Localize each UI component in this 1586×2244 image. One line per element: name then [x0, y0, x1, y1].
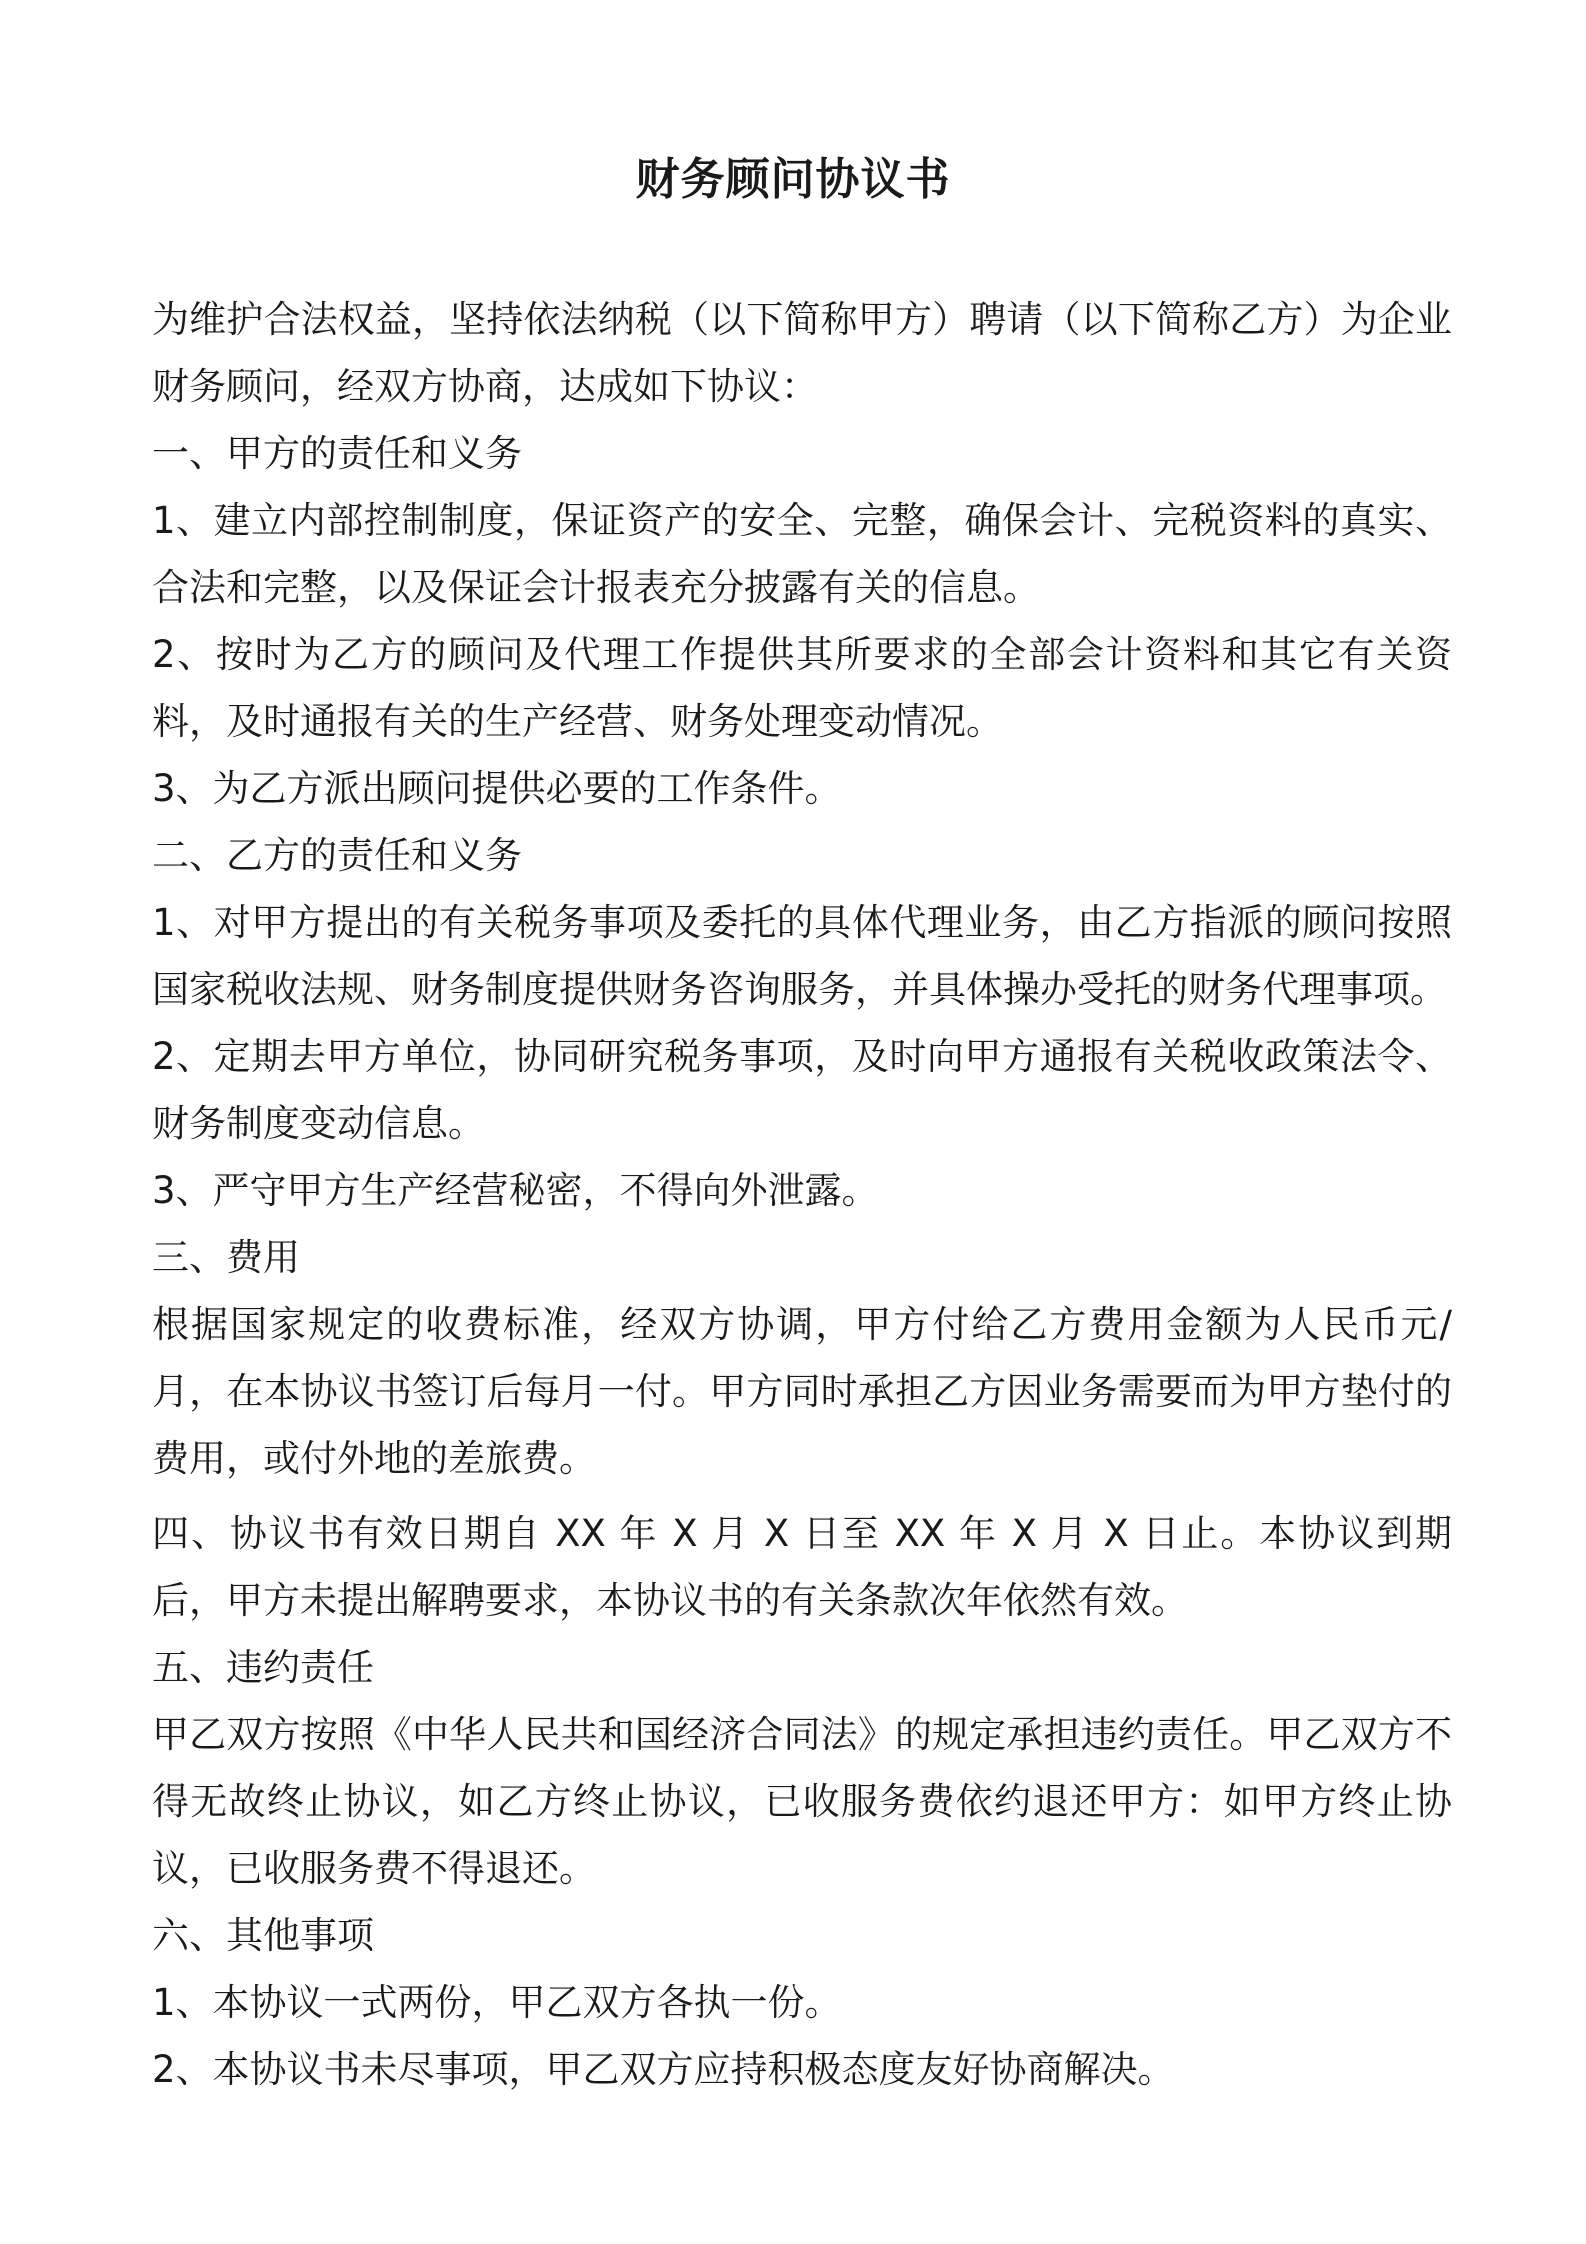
intro-paragraph: 为维护合法权益，坚持依法纳税（以下简称甲方）聘请（以下简称乙方）为企业财务顾问，经双方协商，达成如下协议： — [152, 298, 1452, 408]
validity-paragraph: 四、协议书有效日期自 XX 年 X 月 X 日至 XX 年 X 月 X 日止。本协议到期后，甲方未提出解聘要求，本协议书的有关条款次年依然有效。 — [152, 1512, 1452, 1622]
clause-2-1: 1、对甲方提出的有关税务事项及委托的具体代理业务，由乙方指派的顾问按照国家税收法规、财务制度提供财务咨询服务，并具体操办受托的财务代理事项。 — [152, 901, 1452, 1011]
clause-1-1: 1、建立内部控制制度，保证资产的安全、完整，确保会计、完税资料的真实、合法和完整，以及保证会计报表充分披露有关的信息。 — [152, 499, 1452, 609]
section-heading-3: 三、费用 — [152, 1236, 300, 1279]
clause-2-2: 2、定期去甲方单位，协同研究税务事项，及时向甲方通报有关税收政策法令、财务制度变动信息。 — [152, 1035, 1452, 1145]
liability-paragraph: 甲乙双方按照《中华人民共和国经济合同法》的规定承担违约责任。甲乙双方不得无故终止协议，如乙方终止协议，已收服务费依约退还甲方：如甲方终止协议，已收服务费不得退还。 — [152, 1713, 1452, 1890]
clause-6-2: 2、本协议书未尽事项，甲乙双方应持积极态度友好协商解决。 — [152, 2048, 1175, 2091]
document-body — [152, 286, 1452, 2103]
section-heading-2: 二、乙方的责任和义务 — [152, 834, 522, 877]
section-heading-1: 一、甲方的责任和义务 — [152, 432, 522, 475]
document-title: 财务顾问协议书 — [635, 154, 951, 205]
clause-1-3: 3、为乙方派出顾问提供必要的工作条件。 — [152, 767, 842, 810]
fee-paragraph: 根据国家规定的收费标准，经双方协调，甲方付给乙方费用金额为人民币元/月，在本协议书签订后每月一付。甲方同时承担乙方因业务需要而为甲方垫付的费用，或付外地的差旅费。 — [152, 1303, 1452, 1480]
clause-1-2: 2、按时为乙方的顾问及代理工作提供其所要求的全部会计资料和其它有关资料，及时通报有关的生产经营、财务处理变动情况。 — [152, 633, 1452, 743]
section-heading-6: 六、其他事项 — [152, 1914, 374, 1957]
clause-2-3: 3、严守甲方生产经营秘密，不得向外泄露。 — [152, 1169, 879, 1212]
clause-6-1: 1、本协议一式两份，甲乙双方各执一份。 — [152, 1981, 842, 2024]
section-heading-5: 五、违约责任 — [152, 1646, 374, 1689]
